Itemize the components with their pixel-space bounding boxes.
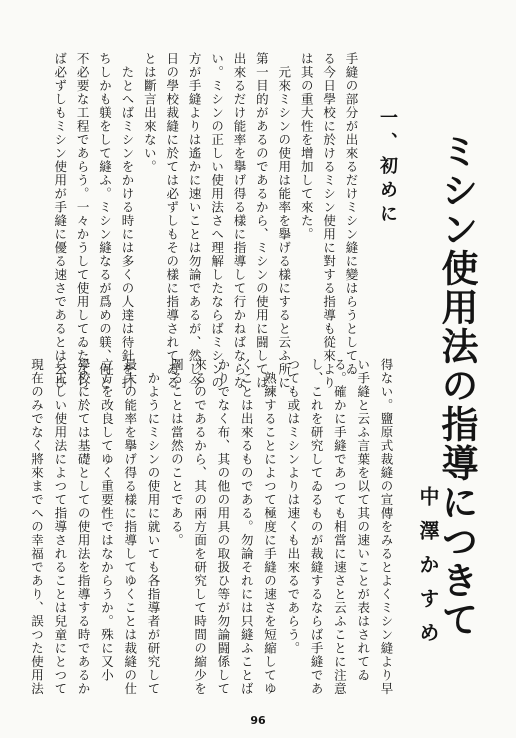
text-line: 來るのであるから、其の兩方面を研究して時間の縮少を (192, 358, 208, 696)
text-line: 第一目的があるのであるから、ミシンの使用に闘しては (254, 52, 270, 390)
text-line: とは斷言出來ない。 (142, 52, 158, 174)
article-author: 中澤かすめ (416, 486, 440, 656)
text-line: い手縫と云ふ言葉を以て其の速いことが表はされてゐ (355, 358, 371, 682)
text-line: 學校に於ては基礎としての使用法を指導する時であるか (76, 358, 92, 696)
text-line: い。ミシンの正しい使用法さへ理解したならばミシンの (209, 52, 225, 390)
text-line: 現在のみでなく將來までへの幸福であり、誤つた使用法 (29, 358, 45, 696)
text-line: かりでなく布、其の他の用具の取扱ひ等が勿論闘係して (215, 358, 231, 696)
text-line: ば必ずしもミシン使用が手縫に優る速さであるとは云ひ (52, 52, 68, 390)
text-line: 元來ミシンの使用は能率を擧げる樣にすると云ふ所に (276, 52, 292, 390)
text-line: 立方を改良してゆく重要性ではなからうか。殊に又小 (99, 358, 115, 682)
text-line: たとへばミシンをかける時には多くの人達は待針を打 (119, 52, 135, 390)
text-line: くことは出來るものである。勿論それには只縫ふことば (239, 358, 255, 696)
article-title: ミシン使用法の指導につきて (435, 132, 479, 639)
text-line: し、これを研究してゐるものが裁縫するならば手縫であ (309, 358, 325, 696)
text-line: る今日學校に於けるミシン使用に對する指導も從來より (321, 52, 337, 390)
text-line: は其の重大性を增加して來た。 (299, 52, 315, 241)
text-line: 不必要な工程であらう。一々かうして使用してゐたなら (75, 52, 91, 390)
body-text-upper (40, 52, 362, 390)
text-line: 出來るだけ能率を擧げ得る樣に指導して行かねばならな (231, 52, 247, 390)
text-line: 得ない。鹽原式裁縫の宣傳をみるとよくミシン縫より早 (379, 358, 394, 696)
text-line: 最大の能率を擧げ得る樣に指導してゆくことは裁縫の仕 (122, 358, 138, 696)
section-heading: 一、初めに (377, 108, 398, 228)
text-line: 日の學校裁縫に於ては必ずしもその樣に指導されてゐる (164, 52, 180, 390)
page-number: 96 (250, 714, 266, 727)
text-line: 方が手縫よりは遙かに速いことは勿論であるが、然し今 (187, 52, 203, 390)
text-line: 手縫の部分が出來るだけミシン縫に變はらうとしてゐ (344, 52, 359, 376)
text-line: 熟練することによつて極度に手縫の速さを短縮してゆ (262, 358, 278, 696)
text-line: る。確かに手縫であつても相當に速さと云ふことに注意 (332, 358, 348, 696)
text-line: ら正しい使用法によつて指導されることは兒童にとつて (52, 358, 68, 696)
text-line: つても或はミシンよりは速くも出來るであらう。 (285, 358, 301, 655)
text-line: かようにミシンの使用に就いても各指導者が研究して (146, 358, 162, 696)
body-text-lower (29, 358, 398, 710)
text-line: ちしかも躾をして縫ふ。ミシン縫なるが爲めの躾、何と (97, 52, 113, 390)
text-line: 圖ることは當然のことである。 (169, 358, 185, 547)
